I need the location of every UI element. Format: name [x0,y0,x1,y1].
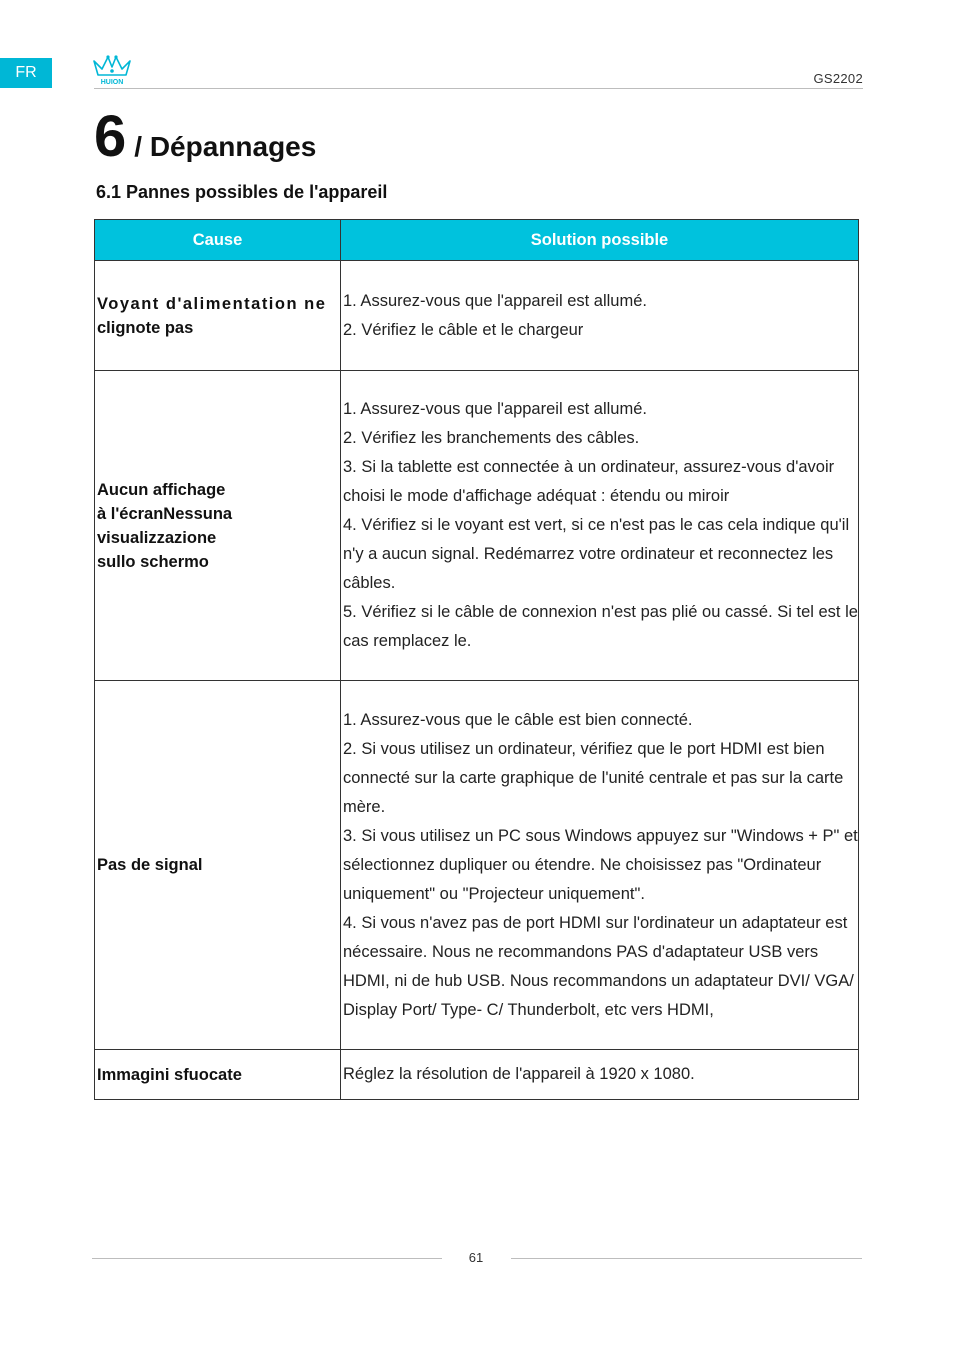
cause-line: visualizzazione [97,528,217,547]
huion-logo [92,53,132,87]
table-row [95,371,859,681]
cause-line: Pas de signal [97,856,203,874]
solution-step: 5. Vérifiez si le câble de connexion n'est pas plié ou cassé. Si tel est le cas remplacez le. [343,603,858,650]
solution-cell [341,1050,859,1100]
solution-step: 1. Assurez-vous que le câble est bien connecté. [343,710,693,729]
cause-cell [95,371,341,681]
solution-cell [341,681,859,1050]
page-number: 61 [468,1250,484,1265]
chapter-number: 6 [94,104,127,169]
cause-line: Immagini sfuocate [97,1065,242,1084]
solution-step: 4. Vérifiez si le voyant est vert, si ce n'est pas le cas cela indique qu'il n'y a aucun signal. Redémarrez votre ordinateur et reconnectez les câbles. [343,516,850,592]
table-row [95,681,859,1050]
solution-cell [341,371,859,681]
cause-cell [95,1050,341,1100]
cause-line: Aucun affichage [97,480,226,499]
footer-rule-right [511,1258,862,1259]
solution-step: 3. Si vous utilisez un PC sous Windows appuyez sur "Windows + P" et sélectionnez dupliquer ou étendre. Ne choisissez pas "Ordinateur uniquement" ou "Projecteur uniquement". [343,826,858,903]
column-header-solution: Solution possible [341,220,859,261]
language-tab: FR [0,58,52,88]
solution-step: 1. Assurez-vous que l'appareil est allumé. [343,400,647,418]
cause-line: sullo schermo [97,552,209,571]
table-row [95,261,859,371]
solution-step: 2. Vérifiez les branchements des câbles. [343,429,640,447]
cause-line: clignote pas [97,318,194,337]
chapter-title: / Dépannages [134,131,317,162]
svg-text:HUION: HUION [100,79,124,86]
solution-step: 4. Si vous n'avez pas de port HDMI sur l'ordinateur un adaptateur est nécessaire. Nous ne recommandons PAS d'adaptateur USB vers HDMI, ni de hub USB. Nous recommandons un adaptateur DVI/ VGA/ Display Port/ Type- C/ Thunderbolt, etc vers HDMI, [343,913,854,1019]
cause-cell [95,261,341,371]
solution-step: 3. Si la tablette est connectée à un ordinateur, assurez-vous d'avoir choisi le mode d'affichage adéquat : étendu ou miroir [343,458,835,505]
table-header-row [95,220,859,261]
model-number: GS2202 [813,71,863,86]
troubleshooting-table [94,219,859,1100]
solution-step: 1. Assurez-vous que l'appareil est allumé. [343,291,647,310]
chapter-heading [94,104,317,169]
table-row [95,1050,859,1100]
solution-step: 2. Vérifiez le câble et le chargeur [343,320,584,339]
solution-step: 2. Si vous utilisez un ordinateur, vérifiez que le port HDMI est bien connecté sur la carte graphique de l'unité centrale et pas sur la carte mère. [343,739,844,816]
column-header-cause: Cause [95,220,341,261]
footer-rule-left [92,1258,442,1259]
cause-cell [95,681,341,1050]
section-title: 6.1 Pannes possibles de l'appareil [96,182,388,202]
solution-step: Réglez la résolution de l'appareil à 1920 x 1080. [343,1065,695,1083]
cause-line: Voyant d'alimentation ne [97,294,327,313]
solution-cell [341,261,859,371]
header-rule [94,88,863,89]
cause-line: à l'écranNessuna [97,504,233,523]
